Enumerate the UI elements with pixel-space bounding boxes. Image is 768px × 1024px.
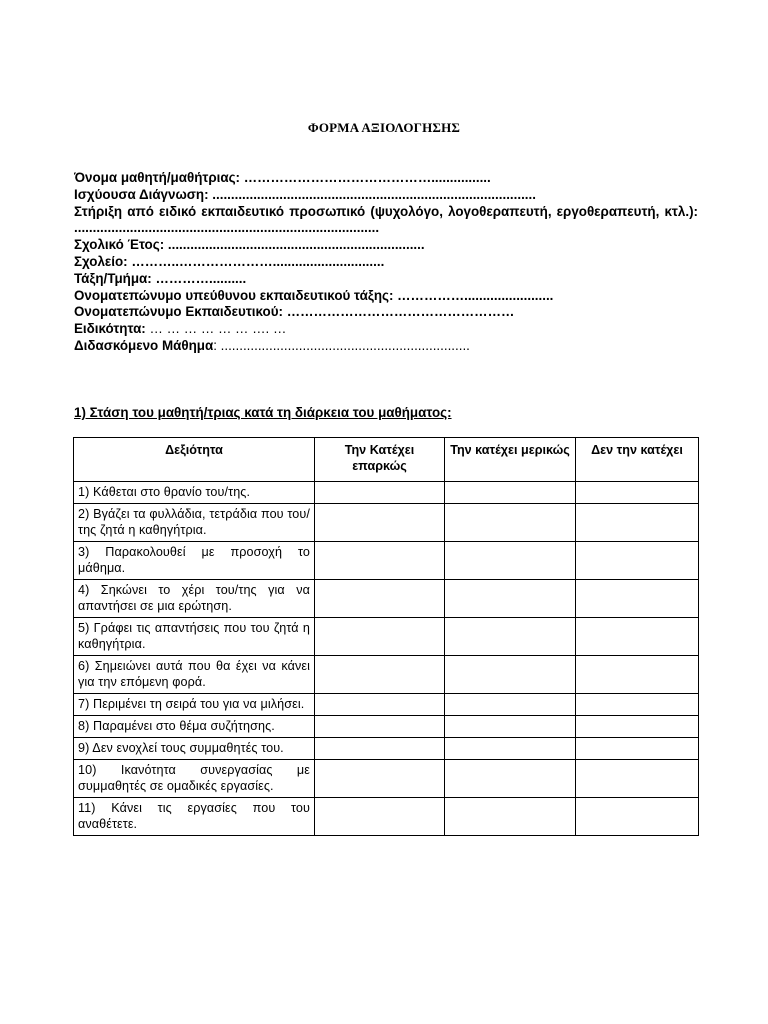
skill-cell: 1) Κάθεται στο θρανίο του/της.	[74, 482, 315, 504]
rating-cell-partial[interactable]	[445, 738, 576, 760]
rating-cell-sufficient[interactable]	[315, 716, 445, 738]
field-label: Ειδικότητα:	[74, 321, 146, 337]
rating-cell-partial[interactable]	[445, 760, 576, 798]
field-dots: ……………………………………................	[240, 170, 491, 185]
table-row	[74, 504, 699, 542]
skill-cell: 9) Δεν ενοχλεί τους συμμαθητές του.	[74, 738, 315, 760]
skills-table	[73, 437, 699, 836]
rating-cell-sufficient[interactable]	[315, 542, 445, 580]
header-skill: Δεξιότητα	[74, 438, 315, 482]
skill-cell: 7) Περιμένει τη σειρά του για να μιλήσει.	[74, 694, 315, 716]
rating-cell-partial[interactable]	[445, 542, 576, 580]
rating-cell-sufficient[interactable]	[315, 504, 445, 542]
field-label: Ονοματεπώνυμο υπεύθυνου εκπαιδευτικού τάξης:	[74, 287, 394, 303]
rating-cell-none[interactable]	[576, 580, 699, 618]
rating-cell-partial[interactable]	[445, 656, 576, 694]
field-label: Σχολικό Έτος:	[74, 237, 165, 253]
field-label: Ισχύουσα Διάγνωση:	[74, 186, 209, 202]
rating-cell-sufficient[interactable]	[315, 482, 445, 504]
field-dots: … … … … … … …. …	[145, 321, 287, 337]
table-row	[74, 798, 699, 836]
rating-cell-none[interactable]	[576, 798, 699, 836]
rating-cell-none[interactable]	[576, 618, 699, 656]
table-row	[74, 760, 699, 798]
header-none: Δεν την κατέχει	[576, 438, 699, 482]
field-subject	[74, 338, 698, 355]
rating-cell-partial[interactable]	[445, 618, 576, 656]
section-title: 1) Στάση του μαθητή/τριας κατά τη διάρκεια του μαθήματος:	[74, 405, 452, 420]
field-label: Στήριξη από ειδικό εκπαιδευτικό προσωπικό (ψυχολόγο, λογοθεραπευτή, εργοθεραπευτή, κτλ.):	[74, 203, 698, 219]
rating-cell-partial[interactable]	[445, 694, 576, 716]
rating-cell-sufficient[interactable]	[315, 656, 445, 694]
rating-cell-partial[interactable]	[445, 798, 576, 836]
rating-cell-none[interactable]	[576, 694, 699, 716]
rating-cell-none[interactable]	[576, 542, 699, 580]
field-dots: …………..........	[151, 270, 247, 286]
rating-cell-none[interactable]	[576, 656, 699, 694]
rating-cell-sufficient[interactable]	[315, 760, 445, 798]
rating-cell-none[interactable]	[576, 504, 699, 542]
field-dots: ……………........................	[393, 287, 554, 303]
rating-cell-partial[interactable]	[445, 716, 576, 738]
rating-cell-none[interactable]	[576, 482, 699, 504]
skill-cell: 5) Γράφει τις απαντήσεις που του ζητά η καθηγήτρια.	[74, 618, 315, 656]
field-school	[74, 254, 698, 271]
field-dots: : ...................................................................	[213, 337, 470, 353]
field-school-year	[74, 237, 698, 254]
field-label: Τάξη/Τμήμα:	[74, 270, 152, 286]
document-title: ΦΟΡΜΑ ΑΞΙΟΛΟΓΗΣΗΣ	[307, 120, 461, 135]
skill-cell: 4) Σηκώνει το χέρι του/της για να απαντήσει σε μια ερώτηση.	[74, 580, 315, 618]
skill-cell: 10) Ικανότητα συνεργασίας με συμμαθητές σε ομαδικές εργασίες.	[74, 760, 315, 798]
rating-cell-partial[interactable]	[445, 482, 576, 504]
field-dots: ………..…………………..............................	[127, 253, 385, 269]
student-info-fields	[74, 170, 698, 355]
rating-cell-sufficient[interactable]	[315, 694, 445, 716]
table-row	[74, 656, 699, 694]
table-row	[74, 542, 699, 580]
field-class-teacher	[74, 288, 698, 305]
table-row	[74, 482, 699, 504]
rating-cell-none[interactable]	[576, 760, 699, 798]
rating-cell-sufficient[interactable]	[315, 738, 445, 760]
field-teacher-name	[74, 304, 698, 321]
field-support-staff	[74, 204, 698, 238]
field-diagnosis	[74, 187, 698, 204]
header-sufficient: Την Κατέχει επαρκώς	[315, 438, 445, 482]
header-partial: Την κατέχει μερικώς	[445, 438, 576, 482]
field-specialty	[74, 321, 698, 338]
field-class	[74, 271, 698, 288]
field-dots: ……………………………………………	[282, 304, 515, 320]
table-row	[74, 694, 699, 716]
rating-cell-sufficient[interactable]	[315, 798, 445, 836]
field-dots: .....................................................................	[164, 237, 425, 253]
field-label: Διδασκόμενο Μάθημα	[74, 337, 214, 353]
field-label: Ονοματεπώνυμο Εκπαιδευτικού:	[74, 304, 283, 320]
field-label: Σχολείο:	[74, 253, 128, 269]
rating-cell-partial[interactable]	[445, 504, 576, 542]
rating-cell-sufficient[interactable]	[315, 618, 445, 656]
field-student-name	[74, 170, 698, 187]
table-header-row	[74, 438, 699, 482]
skill-cell: 3) Παρακολουθεί με προσοχή το μάθημα.	[74, 542, 315, 580]
table-row	[74, 716, 699, 738]
rating-cell-partial[interactable]	[445, 580, 576, 618]
table-row	[74, 738, 699, 760]
skill-cell: 2) Βγάζει τα φυλλάδια, τετράδια που του/της ζητά η καθηγήτρια.	[74, 504, 315, 542]
skill-cell: 6) Σημειώνει αυτά που θα έχει να κάνει για την επόμενη φορά.	[74, 656, 315, 694]
field-dots: .......................................................................................	[208, 186, 536, 202]
rating-cell-none[interactable]	[576, 716, 699, 738]
rating-cell-sufficient[interactable]	[315, 580, 445, 618]
table-row	[74, 580, 699, 618]
skill-cell: 8) Παραμένει στο θέμα συζήτησης.	[74, 716, 315, 738]
field-label: Όνομα μαθητή/μαθήτριας:	[74, 170, 241, 185]
field-dots: ..................................................................................	[74, 220, 380, 236]
rating-cell-none[interactable]	[576, 738, 699, 760]
skill-cell: 11) Κάνει τις εργασίες που του αναθέτετε.	[74, 798, 315, 836]
table-row	[74, 618, 699, 656]
